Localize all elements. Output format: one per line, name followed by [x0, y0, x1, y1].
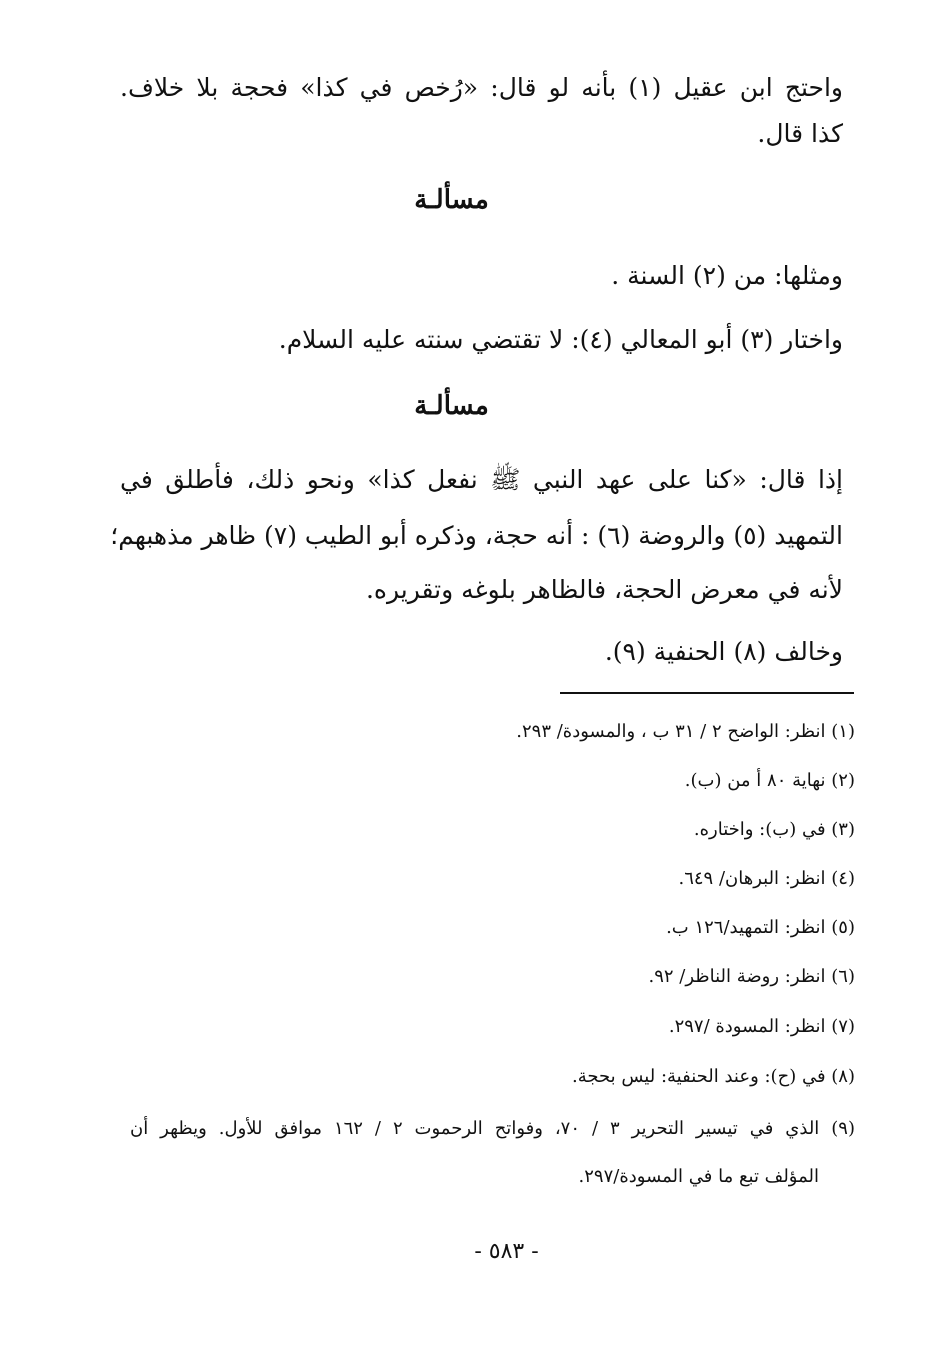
footnote-3: (٣) في (ب): واختاره. [693, 819, 855, 840]
paragraph-ibn-aqil-line-2: كذا قال. [757, 119, 843, 148]
footnote-7: (٧) انظر: المسودة /٢٩٧. [668, 1016, 855, 1037]
section-heading-1: مسألـة [414, 185, 489, 215]
footnote-2: (٢) نهاية ٨٠ أ من (ب). [684, 770, 855, 791]
section-heading-2: مسألـة [414, 391, 489, 421]
page-number: - ٥٨٣ - [474, 1239, 539, 1264]
footnote-5: (٥) انظر: التمهيد/١٢٦ ب. [666, 917, 855, 938]
footnote-9-line-2: المؤلف تبع ما في المسودة/٢٩٧. [578, 1166, 819, 1187]
footnote-1: (١) انظر: الواضح ٢ / ٣١ ب ، والمسودة/ ٢٩٣. [516, 721, 855, 742]
paragraph-prophet-era-line-3: لأنه في معرض الحجة، فالظاهر بلوغه وتقريره. [365, 575, 843, 604]
paragraph-ibn-aqil-line-1: واحتج ابن عقيل (١) بأنه لو قال: «رُخص في كذا» فحجة بلا خلاف. [120, 73, 843, 102]
footnote-9-line-1: (٩) الذي في تيسير التحرير ٣ / ٧٠، وفواتح الرحموت ٢ / ١٦٢ موافق للأول. ويظهر أن [130, 1118, 855, 1139]
footnote-4: (٤) انظر: البرهان/ ٦٤٩. [678, 868, 855, 889]
paragraph-prophet-era-line-1: إذا قال: «كنا على عهد النبي ﷺ نفعل كذا» ونحو ذلك، فأطلق في [120, 465, 843, 494]
paragraph-abu-al-maali: واختار (٣) أبو المعالي (٤): لا تقتضي سنته عليه السلام. [278, 325, 843, 354]
footnote-6: (٦) انظر: روضة الناظر/ ٩٢. [648, 966, 855, 987]
footnote-divider [560, 692, 854, 694]
paragraph-sunnah: ومثلها: من (٢) السنة . [611, 261, 843, 290]
paragraph-prophet-era-line-2: التمهيد (٥) والروضة (٦) : أنه حجة، وذكره أبو الطيب (٧) ظاهر مذهبهم؛ [110, 521, 843, 550]
footnote-8: (٨) في (ح): وعند الحنفية: ليس بحجة. [572, 1066, 855, 1087]
paragraph-hanafiyya: وخالف (٨) الحنفية (٩). [604, 637, 843, 666]
